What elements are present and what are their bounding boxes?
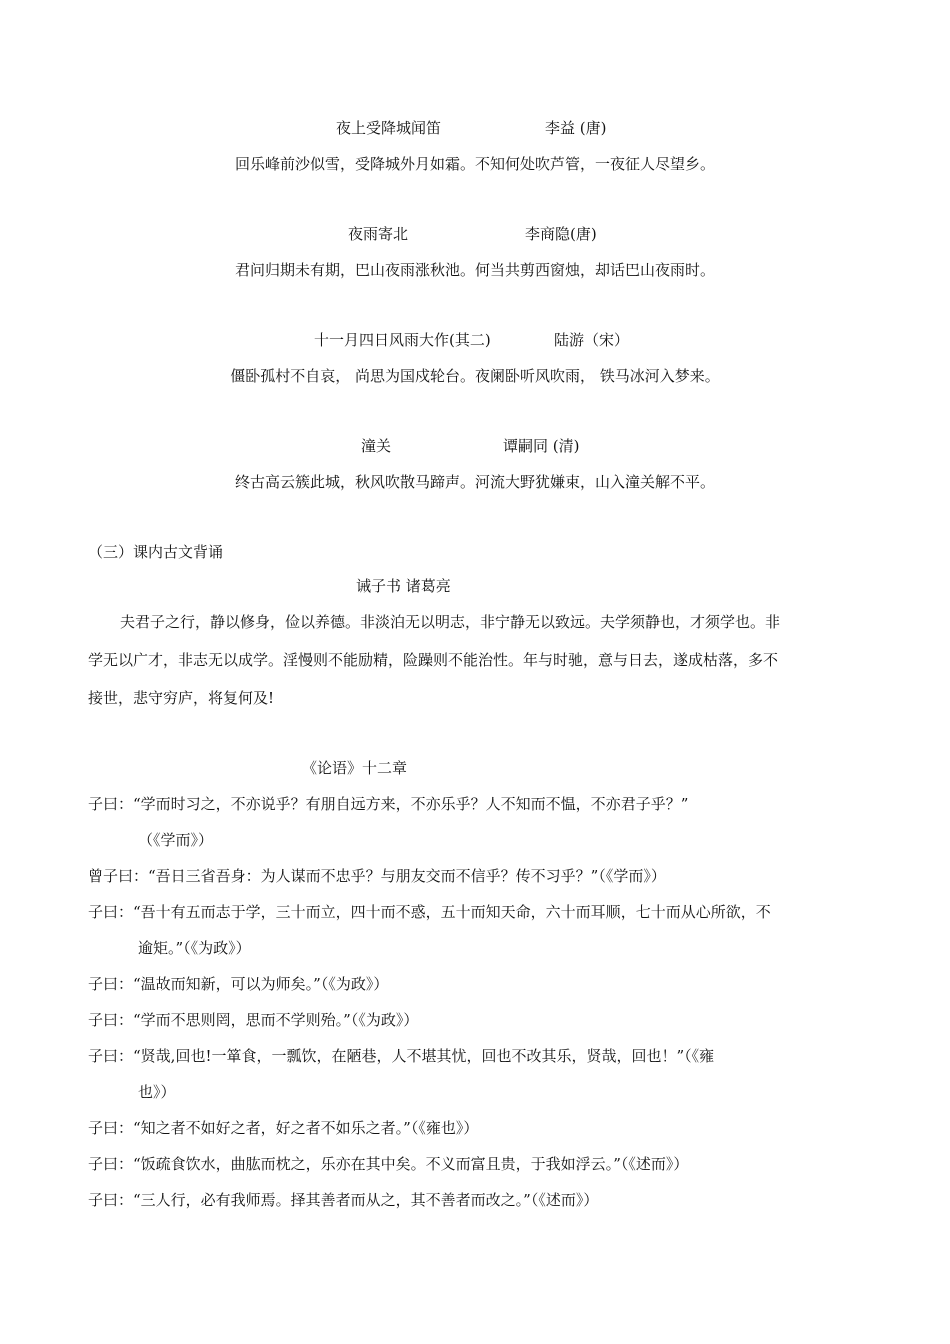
essay-line: 接世，悲守穷庐，将复何及! <box>88 689 275 707</box>
quote: “学而不思则罔，思而不学则殆。”（《为政》） <box>133 1011 419 1029</box>
quote: “吾十有五而志于学，三十而立，四十而不惑，五十而知天命，六十而耳顺，七十而从心所欲，不 <box>133 903 771 921</box>
lunyu-title: 《论语》十二章 <box>302 759 408 777</box>
poem-author: 陆游（宋） <box>554 331 630 349</box>
quote-continuation: 也》） <box>138 1083 176 1101</box>
lunyu-entry <box>88 866 666 886</box>
poem-title: 夜上受降城闻笛 <box>336 119 442 137</box>
quote: “知之者不如好之者，好之者不如乐之者。”（《雍也》） <box>133 1119 479 1137</box>
essay-line: 夫君子之行，静以修身，俭以养德。非淡泊无以明志，非宁静无以致远。夫学须静也，才须学也。非 <box>120 613 781 631</box>
poem-text: 回乐峰前沙似雪，受降城外月如霜。不知何处吹芦管，一夜征人尽望乡。 <box>234 155 715 173</box>
speaker: 子曰： <box>88 1191 134 1209</box>
lunyu-entry <box>88 794 688 814</box>
speaker: 子曰： <box>88 975 134 993</box>
poem-text: 君问归期未有期，巴山夜雨涨秋池。何当共剪西窗烛，却话巴山夜雨时。 <box>234 261 715 279</box>
essay-title: 诫子书 诸葛亮 <box>356 577 451 595</box>
lunyu-entry <box>88 1190 598 1210</box>
poem-text: 终古高云簇此城，秋风吹散马蹄声。河流大野犹嫌束，山入潼关解不平。 <box>234 473 715 491</box>
section-heading: （三）课内古文背诵 <box>88 543 224 561</box>
poem-title: 潼关 <box>361 437 392 455</box>
quote-continuation: 逾矩。”（《为政》） <box>138 939 251 957</box>
poem-title: 十一月四日风雨大作(其二) <box>314 331 491 349</box>
lunyu-entry <box>88 1046 714 1066</box>
lunyu-entry <box>88 974 388 994</box>
speaker: 子曰： <box>88 795 134 813</box>
lunyu-entry <box>88 1118 478 1138</box>
lunyu-entry <box>88 1010 418 1030</box>
quote: “饭疏食饮水，曲肱而枕之，乐亦在其中矣。不义而富且贵，于我如浮云。”（《述而》） <box>133 1155 689 1173</box>
speaker: 子曰： <box>88 1047 134 1065</box>
poem-text: 僵卧孤村不自哀， 尚思为国戍轮台。夜阑卧听风吹雨， 铁马冰河入梦来。 <box>230 367 720 385</box>
speaker: 子曰： <box>88 1011 134 1029</box>
speaker: 子曰： <box>88 1155 134 1173</box>
poem-author: 李商隐(唐) <box>525 225 597 243</box>
poem-author: 李益 (唐) <box>545 119 607 137</box>
lunyu-entry <box>88 1154 688 1174</box>
quote: “三人行，必有我师焉。择其善者而从之，其不善者而改之。”（《述而》） <box>133 1191 599 1209</box>
quote-continuation: （《学而》） <box>138 831 214 849</box>
speaker: 曾子曰： <box>88 867 149 885</box>
quote: “吾日三省吾身：为人谋而不忠乎？与朋友交而不信乎？传不习乎？”（《学而》） <box>148 867 666 885</box>
quote: “贤哉,回也!一箪食，一瓢饮，在陋巷，人不堪其忧，回也不改其乐，贤哉，回也！”（《雍 <box>133 1047 715 1065</box>
speaker: 子曰： <box>88 1119 134 1137</box>
poem-author: 谭嗣同 (清) <box>503 437 580 455</box>
essay-line: 学无以广才，非志无以成学。淫慢则不能励精，险躁则不能治性。年与时驰，意与日去，遂成枯落，多不 <box>88 651 779 669</box>
lunyu-entry <box>88 902 771 922</box>
quote: “温故而知新，可以为师矣。”（《为政》） <box>133 975 389 993</box>
poem-title: 夜雨寄北 <box>348 225 409 243</box>
quote: “学而时习之，不亦说乎？有朋自远方来，不亦乐乎？人不知而不愠，不亦君子乎？” <box>133 795 689 813</box>
speaker: 子曰： <box>88 903 134 921</box>
